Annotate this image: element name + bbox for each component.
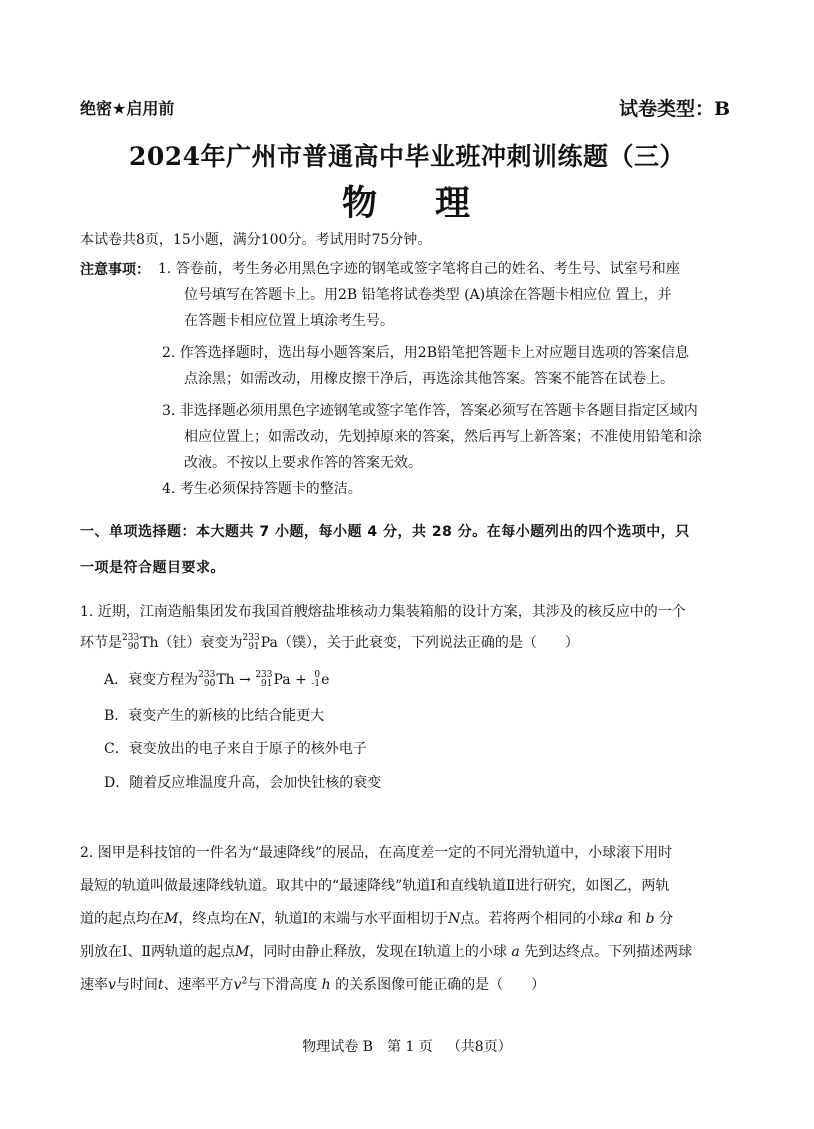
point-n: N	[248, 911, 261, 927]
var-v: v	[108, 977, 116, 993]
subject-char-1: 物	[341, 183, 379, 224]
pa-symbol-eq: Pa	[273, 672, 291, 688]
q2-text-5c: 、速率平方	[163, 977, 234, 993]
q1-line-1: 1. 近期，江南造船集团发布我国首艘熔盐堆核动力集装箱船的设计方案，其涉及的核反应中的一个	[80, 604, 686, 620]
q1-option-b: B．衰变产生的新核的比结合能更大	[104, 708, 325, 724]
point-m: M	[164, 911, 179, 927]
notice-item-3-line-3: 改液。不按以上要求作答的答案无效。	[184, 455, 422, 471]
pa-atomic-number: 91	[248, 642, 260, 652]
exam-title: 2024年广州市普通高中毕业班冲刺训练题（三）	[128, 142, 686, 171]
subject-char-2: 理	[435, 183, 473, 224]
q1-text-a: 环节是	[80, 635, 122, 651]
notice-item-1-line-3: 在答题卡相应位置上填涂考生号。	[184, 313, 394, 329]
q2-line-4	[80, 941, 692, 961]
q2-line-5	[80, 974, 545, 994]
electron-charge-number: -1	[311, 679, 321, 689]
footer-subject: 物理试卷 B	[302, 1039, 373, 1055]
pa-nuclide-numbers	[243, 634, 260, 652]
section-heading-line-1: 一、单项选择题：本大题共 7 小题，每小题 4 分，共 28 分。在每小题列出的四个选项中，只	[80, 524, 690, 540]
q1-text-b: （钍）衰变为	[158, 635, 243, 651]
th-nuclide-numbers	[122, 634, 139, 652]
q2-text-3b: ，终点均在	[178, 911, 249, 927]
q2-text-5e: 的关系图像可能正确的是（ ）	[335, 977, 546, 993]
paper-type-label: 试卷类型：B	[618, 98, 730, 120]
var-t: t	[157, 977, 164, 993]
exam-intro: 本试卷共8页，15小题，满分100分。考试用时75分钟。	[80, 232, 432, 248]
th-symbol-eq: Th	[216, 672, 235, 688]
th-atomic-number: 90	[127, 642, 140, 652]
ball-a-2: a	[511, 944, 520, 960]
th-mass-number-eq: 233	[198, 670, 216, 680]
q2-text-3a: 道的起点均在	[80, 911, 164, 927]
subject-title	[0, 176, 814, 226]
page-footer	[0, 1036, 814, 1056]
q2-text-5b: 与时间	[115, 977, 158, 993]
var-h: h	[321, 977, 331, 993]
q2-line-3	[80, 908, 673, 928]
q2-text-3c: ，轨道Ⅰ的末端与水平面相切于	[260, 911, 449, 927]
electron-symbol: e	[321, 672, 330, 688]
q1-option-c: C．衰变放出的电子来自于原子的核外电子	[104, 741, 367, 757]
q2-text-3d: 点。若将两个相同的小球	[460, 911, 615, 927]
plus-symbol: +	[295, 672, 307, 688]
footer-total: （共8页）	[446, 1039, 512, 1055]
electron-mass-number: 0	[314, 670, 321, 680]
th-nuclide-numbers-eq	[198, 671, 215, 689]
q1-line-2	[80, 632, 579, 652]
q1-option-a	[104, 669, 329, 689]
q2-text-4a: 别放在Ⅰ、Ⅱ两轨道的起点	[80, 944, 236, 960]
notice-item-2-line-1: 2. 作答选择题时，选出每小题答案后，用2B铅笔把答题卡上对应题目选项的答案信息	[162, 345, 690, 361]
th-mass-number: 233	[122, 633, 140, 643]
confidential-label: 绝密★启用前	[80, 99, 175, 118]
q2-text-5a: 速率	[80, 977, 108, 993]
q1-text-c: （镤），关于此衰变，下列说法正确的是（ ）	[277, 635, 579, 651]
point-n-2: N	[448, 911, 461, 927]
exponent-2: 2	[241, 976, 248, 987]
q2-text-and: 和	[627, 911, 642, 927]
var-v-squared: v	[233, 977, 242, 993]
ball-a: a	[614, 911, 623, 927]
q2-text-4c: 先到达终点。下列描述两球	[524, 944, 693, 960]
pa-mass-number: 233	[242, 633, 260, 643]
q2-text-3e: 分	[659, 911, 674, 927]
q2-line-1: 2. 图甲是科技馆的一件名为“最速降线”的展品，在高度差一定的不同光滑轨道中，小球滚下用时	[80, 845, 673, 861]
q2-line-2: 最短的轨道叫做最速降线轨道。取其中的“最速降线”轨道Ⅰ和直线轨道Ⅱ进行研究，如图乙，两轨	[80, 878, 670, 894]
pa-symbol: Pa	[260, 635, 278, 651]
q1-option-d: D．随着反应堆温度升高，会加快钍核的衰变	[104, 775, 382, 791]
pa-nuclide-numbers-eq	[255, 671, 272, 689]
point-m-2: M	[235, 944, 250, 960]
notice-item-3-line-2: 相应位置上；如需改动，先划掉原来的答案，然后再写上新答案；不准使用铅笔和涂	[184, 429, 702, 445]
notice-item-2-line-2: 点涂黑；如需改动，用橡皮擦干净后，再选涂其他答案。答案不能答在试卷上。	[184, 371, 674, 387]
arrow-symbol: →	[239, 672, 251, 688]
notice-label: 注意事项：	[80, 262, 150, 278]
q2-text-4b: ，同时由静止释放，发现在Ⅰ轨道上的小球	[249, 944, 507, 960]
th-symbol: Th	[140, 635, 159, 651]
th-atomic-number-eq: 90	[203, 679, 216, 689]
ball-b: b	[645, 911, 655, 927]
notice-item-3-line-1: 3. 非选择题必须用黑色字迹钢笔或签字笔作答，答案必须写在答题卡各题目指定区域内	[162, 403, 698, 419]
electron-numbers	[311, 671, 320, 689]
notice-item-4-line-1: 4. 考生必须保持答题卡的整洁。	[162, 481, 362, 497]
section-heading-line-2: 一项是符合题目要求。	[80, 560, 225, 576]
notice-item-1-line-2: 位号填写在答题卡上。用2B 铅笔将试卷类型 (A)填涂在答题卡相应位 置上，并	[184, 287, 672, 303]
pa-atomic-number-eq: 91	[261, 679, 273, 689]
pa-mass-number-eq: 233	[255, 670, 273, 680]
notice-item-1-line-1: 1. 答卷前，考生务必用黑色字迹的钢笔或签字笔将自己的姓名、考生号、试室号和座	[158, 261, 680, 277]
footer-page: 第 1 页	[387, 1039, 433, 1055]
option-a-prefix: A．衰变方程为	[104, 672, 199, 688]
q2-text-5d: 与下滑高度	[247, 977, 318, 993]
